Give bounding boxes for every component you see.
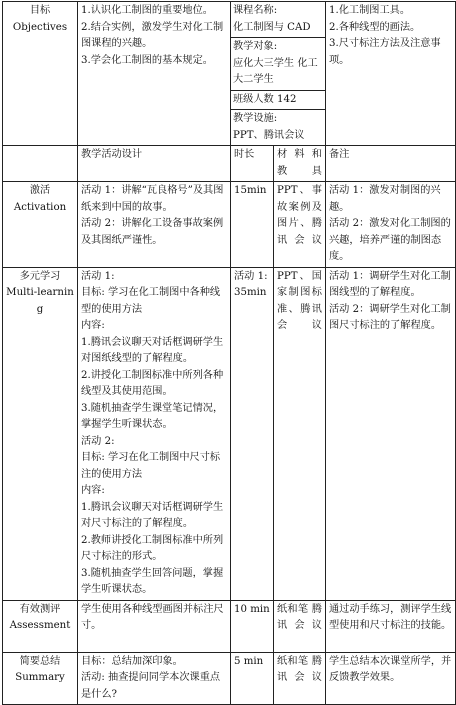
summary-design (78, 652, 231, 705)
assessment-label-cn: 有效测评 (19, 603, 61, 615)
focus-item: 3.尺寸标注方法及注意事项。 (329, 38, 441, 66)
focus-item: 1.化工制图工具。 (329, 5, 411, 16)
design-line: 3.随机抽查学生回答问题，掌握学生听课状态。 (81, 567, 224, 595)
remark-line: 活动 2：调研学生对化工制图尺寸标注的了解程度。 (329, 303, 451, 331)
activation-design (78, 182, 231, 268)
assessment-design: 学生使用各种线型画图并标注尺寸。 (78, 600, 231, 652)
assessment-row (3, 600, 456, 652)
audience-cell (231, 38, 326, 91)
multi-learning-label (3, 267, 78, 600)
design-line: 活动 2: (81, 435, 115, 447)
audience-label: 教学对象: (233, 41, 278, 52)
activation-label (3, 182, 78, 268)
design-line: 内容: (81, 485, 105, 496)
objectives-row (3, 2, 456, 146)
multi-learning-row (3, 267, 456, 600)
design-line: 内容: (81, 320, 105, 331)
summary-label-en: Summary (15, 672, 65, 683)
course-name-label: 课程名称: (233, 5, 278, 16)
course-name-cell (231, 2, 326, 38)
header-blank (3, 146, 78, 182)
objective-item: 2.结合实例，激发学生对化工制图课程的兴趣。 (81, 21, 224, 49)
objectives-items (78, 2, 231, 146)
activation-label-cn: 激活 (29, 185, 51, 196)
assessment-materials: 纸和笔 腾讯会议 (274, 600, 326, 652)
activation-materials: PPT、事故案例及图片、腾讯会议 (274, 182, 326, 268)
design-line: 2.教师讲授化工制图标准中所列尺寸标注的形式。 (81, 534, 224, 562)
objectives-label (3, 2, 78, 146)
design-line: 活动 1：讲解“瓦良格号”及其图纸来到中国的故事。 (81, 185, 224, 213)
facilities-label: 教学设施: (233, 113, 278, 124)
assessment-duration: 10 min (231, 600, 274, 652)
assessment-label (3, 600, 78, 652)
audience: 应化大三学生 化工大二学生 (233, 57, 318, 85)
lesson-plan-table (2, 1, 456, 705)
focus-items (326, 2, 456, 146)
design-line: 活动: 抽查提问同学本次课重点是什么? (81, 672, 221, 700)
assessment-remarks: 通过动手练习，测评学生线型使用和尺寸标注的技能。 (326, 600, 456, 652)
header-design: 教学活动设计 (78, 146, 231, 182)
activation-duration: 15min (231, 182, 274, 268)
facilities-cell (231, 110, 326, 146)
objective-item: 3.学会化工制图的基本规定。 (81, 54, 213, 66)
summary-materials: 纸和笔 腾讯会议 (274, 652, 326, 705)
header-materials: 材 料 和 教具 (274, 146, 326, 182)
multi-learning-materials: PPT、国家制图标准、腾讯会议 (274, 267, 326, 600)
remark-line: 活动 1：激发对制图的兴趣。 (329, 185, 441, 213)
activation-row (3, 182, 456, 268)
summary-row (3, 652, 456, 705)
class-size: 班级人数 142 (231, 90, 326, 110)
summary-remarks: 学生总结本次课堂所学，并反馈教学效果。 (326, 652, 456, 705)
header-remarks: 备注 (326, 146, 456, 182)
summary-duration: 5 min (231, 652, 274, 705)
multi-learning-design (78, 267, 231, 600)
remark-line: 活动 2：激发对化工制图的兴趣，培养严谨的制图态度。 (329, 218, 451, 262)
lesson-plan (2, 1, 455, 700)
design-line: 目标：总结加深印象。 (81, 655, 183, 667)
header-duration: 时长 (231, 146, 274, 182)
multi-learning-remarks (326, 267, 456, 600)
design-line: 目标: 学习在化工制图中各种线型的使用方法 (81, 287, 221, 315)
design-line: 1.腾讯会议聊天对话框调研学生对图纸线型的了解程度。 (81, 336, 224, 364)
multi-learning-duration (231, 267, 274, 600)
objectives-label-cn: 目标 (29, 5, 51, 16)
duration-line: 活动 1: (234, 270, 268, 282)
header-row (3, 146, 456, 182)
facilities: PPT、腾讯会议 (233, 129, 305, 141)
duration-line: 35min (234, 287, 267, 298)
multi-learning-label-cn: 多元学习 (19, 270, 61, 282)
multi-learning-label-en: Multi-learning (6, 287, 74, 315)
design-line: 活动 2：讲解化工设备事故案例及其图纸严谨性。 (81, 218, 224, 246)
course-info-table (231, 2, 326, 145)
summary-label (3, 652, 78, 705)
activation-label-en: Activation (13, 201, 67, 213)
design-line: 活动 1: (81, 270, 115, 282)
design-line: 3.随机抽查学生课堂笔记情况，掌握学生听课状态。 (81, 402, 224, 430)
remark-line: 活动 1：调研学生对化工制图线型的了解程度。 (329, 270, 451, 298)
design-line: 目标: 学习在化工制图中尺寸标注的使用方法 (81, 452, 221, 480)
course-info (231, 2, 326, 146)
assessment-label-en: Assessment (9, 620, 71, 631)
objective-item: 1.认识化工制图的重要地位。 (81, 5, 213, 16)
activation-remarks (326, 182, 456, 268)
summary-label-cn: 简要总结 (19, 655, 61, 667)
design-line: 2.讲授化工制图标准中所列各种线型及其使用范围。 (81, 369, 224, 397)
focus-item: 2.各种线型的画法。 (329, 21, 421, 33)
course-name: 化工制图与 CAD (233, 21, 311, 33)
objectives-label-en: Objectives (12, 21, 68, 33)
design-line: 1.腾讯会议聊天对话框调研学生对尺寸标注的了解程度。 (81, 501, 224, 529)
